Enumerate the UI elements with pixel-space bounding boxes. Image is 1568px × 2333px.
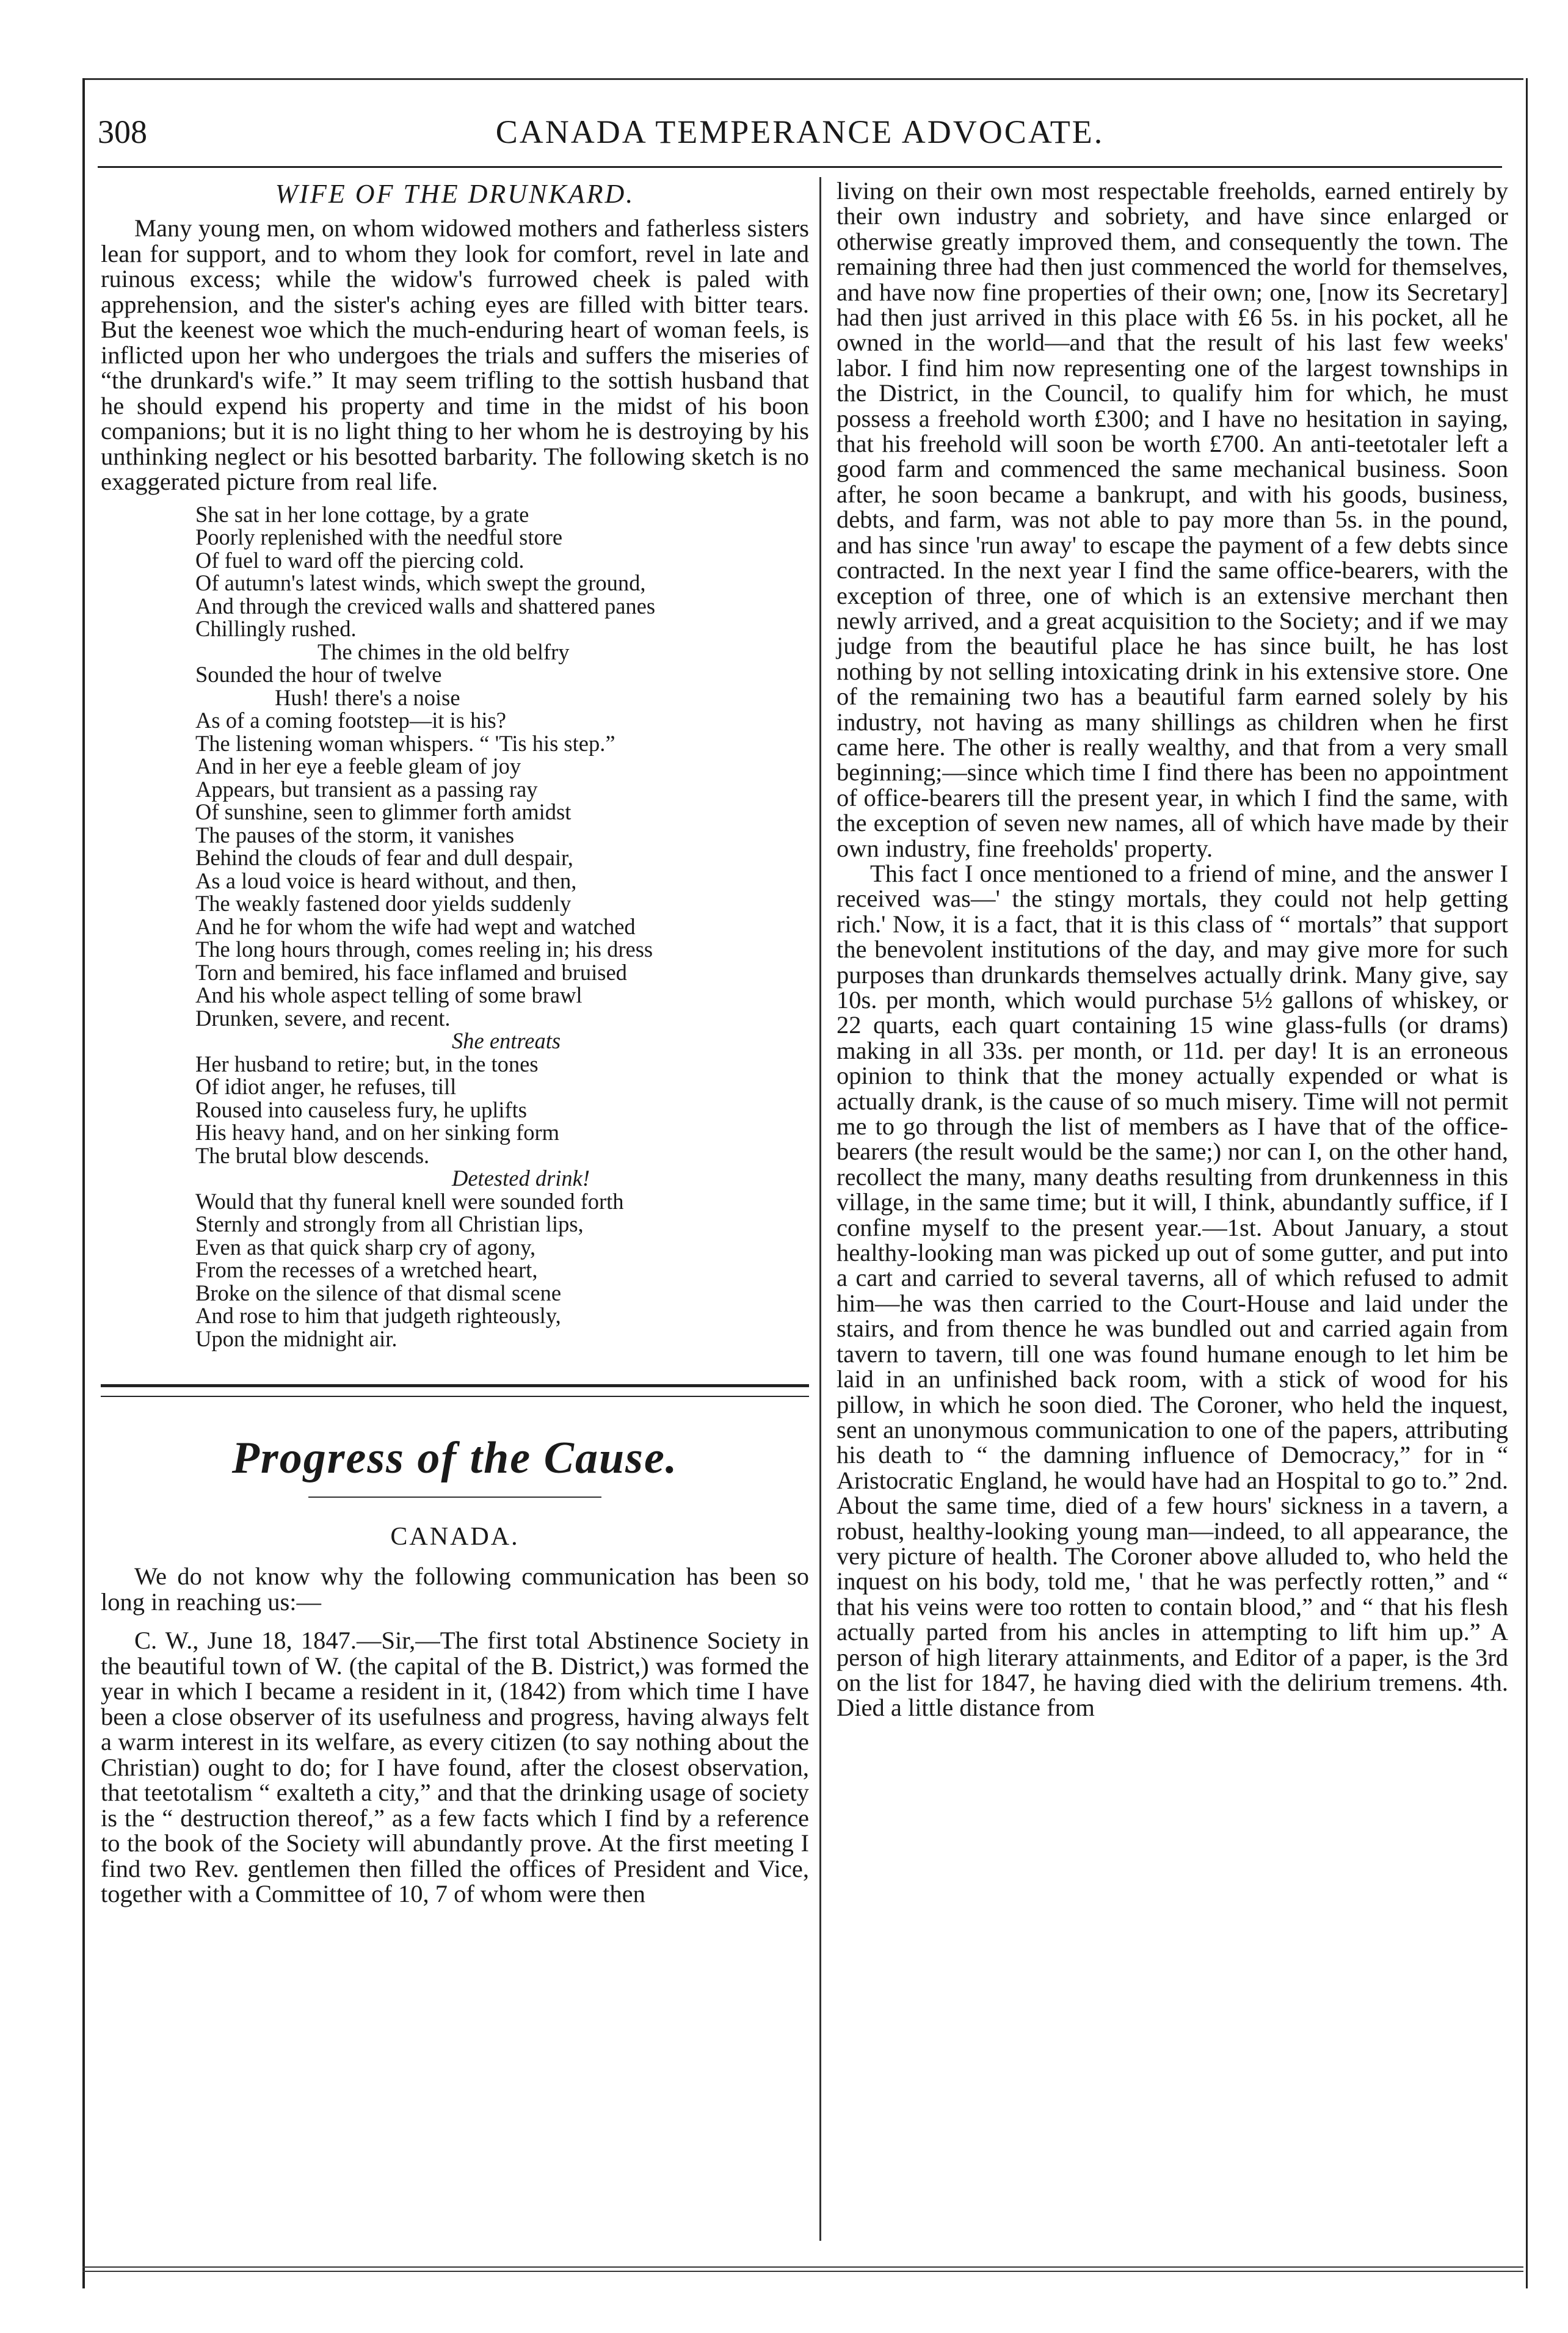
short-rule — [308, 1497, 601, 1498]
poem-line: And rose to him that judgeth righteously, — [195, 1303, 561, 1328]
poem-line: Of fuel to ward off the piercing cold. — [195, 547, 524, 573]
poem-line: The weakly fastened door yields suddenly — [195, 891, 572, 916]
poem-line: From the recesses of a wretched heart, — [195, 1257, 538, 1282]
poem-line: Of sunshine, seen to glimmer forth amidst — [195, 799, 572, 824]
poem-line: And through the creviced walls and shattered panes — [195, 593, 656, 619]
letter-continued: living on their own most respectable freeholds, earned entirely by their own industry and sobriety, and have since enlarged or otherwise greatly improved them, and consequently the town. The remaining three had then just commenced the world for themselves, and have now fine properties of their own; one, [now its Secretary] had then just arrived in this place with £6 5s. in his pocket, all he owned in the world—and that the result of his last few weeks' labor. I find him now representing one of the largest townships in the District, in the Council, to qualify him for which, he must possess a freehold worth £300; and I have no hesitation in saying, that his freehold will soon be worth £700. An anti-teetotaler left a good farm and commenced the same mechanical business. Soon after, he soon became a bankrupt, and with his goods, business, debts, and farm, was not able to pay more than 5s. in the pound, and has since 'run away' to escape the payment of a few debts since contracted. In the next year I find the same office-bearers, with the exception of three, one of which is an extensive merchant then newly arrived, and a great acquisition to the Society; and if we may judge from the beautiful place he has since built, he has lost nothing by not selling intoxicating drink in his extensive store. One of the remaining two has a beautiful farm earned solely by his industry, not having as many shillings as children when he first came here. The other is really wealthy, and that from a very small beginning;—since which time I find there has been no appointment of office-bearers till the present year, in which I find the same, with the exception of seven new names, all of which have made by their own industry, fine freeholds' property. — [837, 177, 1508, 862]
poem-line: Behind the clouds of fear and dull despair, — [195, 845, 573, 870]
header-rule — [98, 166, 1502, 168]
poem-line: Roused into causeless fury, he uplifts — [195, 1097, 528, 1122]
poem-line: Upon the midnight air. — [195, 1326, 397, 1351]
poem-line: The brutal blow descends. — [195, 1142, 430, 1168]
poem-line: Would that thy funeral knell were sounded forth — [195, 1188, 624, 1214]
bottom-rule — [82, 2266, 1523, 2272]
poem-line: Her husband to retire; but, in the tones — [195, 1051, 539, 1076]
poem-line: Poorly replenished with the needful store — [195, 524, 563, 550]
page-number: 308 — [98, 114, 147, 150]
section-divider — [101, 1384, 809, 1397]
letter-text: C. W., June 18, 1847.—Sir,—The first total Abstinence Society in the beautiful town of W. (the capital of the B. District,) was formed the year in which I became a resident in it, (1842) from which time I have been a close observer of its usefulness and progress, having always felt a warm interest in its welfare, as every citizen (to say nothing about the Christian) ought to do; for I have found, after the closest observation, that teetotalism “ exalteth a city,” and that the drinking usage of society is the “ destruction thereof,” as a few facts which I find by a reference to the book of the Society will abundantly prove. At the first meeting I find two Rev. gentlemen then filled the offices of President and Vice, together with a Committee of 10, 7 of whom were then — [101, 1627, 809, 1907]
right-column — [837, 178, 1508, 1721]
page-header — [98, 113, 1502, 162]
article-heading: WIFE OF THE DRUNKARD. — [275, 179, 635, 209]
left-column — [101, 178, 809, 1907]
poem-line: Appears, but transient as a passing ray — [195, 776, 538, 802]
letter-paragraph: This fact I once mentioned to a friend of mine, and the answer I received was—' the stingy mortals, they could not help getting rich.' Now, it is a fact, that it is this class of “ mortals” that support the benevolent institutions of the day, and may give more for such purposes than drunkards themselves actually drink. Many give, say 10s. per month, which would purchase 5½ gallons of whiskey, or 22 quarts, each quart containing 15 wine glass-fulls (or drams) making in all 33s. per month, or 11d. per day! It is an erroneous opinion to think that the money actually expended or what is actually drank, is the cause of so much misery. Time will not permit me to go through the list of members as I have that of the office-bearers (the result would be the same;) nor can I, on the other hand, recollect the many, many deaths resulting from drunkenness in this village, in the same time; but it will, I think, abundantly suffice, if I confine myself to the present year.—1st. About January, a stout healthy-looking man was picked up out of some gutter, and put into a cart and carried to several taverns, all of which refused to admit him—he was then carried to the Court-House and laid under the stairs, and from thence he was bundled out and carried again from tavern to tavern, till one was found humane enough to let him be laid in an unfinished back room, with a stick of wood for his pillow, in which he soon died. The Coroner, who held the inquest, sent an unonymous communication to one of the papers, attributing his death to “ the damning influence of Democracy,” for in “ Aristocratic England, he would have had an Hospital to go to.” 2nd. About the same time, died of a few hours' sickness in a tavern, a robust, healthy-looking young man—indeed, to all appearance, the very picture of health. The Coroner above alluded to, who held the inquest on his body, told me, ' that he was perfectly rotten,” and “ that his veins were too rotten to contain blood,” and “ that his flesh actually parted from his ancles in attempting to lift him up.” A person of high literary attainments, and Editor of a paper, is the 3rd on the list for 1847, he having died with the delirium tremens. 4th. Died a little distance from — [837, 859, 1508, 1722]
poem-line: Chillingly rushed. — [195, 616, 357, 641]
poem-line: The listening woman whispers. “ 'Tis his step.” — [195, 730, 615, 756]
running-title: CANADA TEMPERANCE ADVOCATE. — [495, 114, 1105, 150]
poem — [195, 503, 809, 1351]
poem-line: Broke on the silence of that dismal scene — [195, 1280, 562, 1305]
section-title: Progress of the Cause. — [231, 1433, 678, 1483]
poem-line: His heavy hand, and on her sinking form — [195, 1120, 560, 1145]
poem-line: Of autumn's latest winds, which swept the ground, — [195, 570, 646, 595]
poem-line: The pauses of the storm, it vanishes — [195, 822, 515, 847]
poem-line: Detested drink! — [452, 1166, 590, 1191]
poem-line: The chimes in the old belfry — [318, 639, 570, 664]
poem-line: Sternly and strongly from all Christian lips, — [195, 1211, 584, 1236]
poem-line: Of idiot anger, he refuses, till — [195, 1074, 457, 1099]
poem-line: She sat in her lone cottage, by a grate — [195, 501, 529, 527]
poem-line: And in her eye a feeble gleam of joy — [195, 753, 521, 778]
poem-line: As of a coming footstep—it is his? — [195, 708, 506, 733]
poem-line: Even as that quick sharp cry of agony, — [195, 1234, 536, 1260]
poem-line: Sounded the hour of twelve — [195, 662, 442, 687]
poem-line: As a loud voice is heard without, and then, — [195, 868, 577, 893]
column-divider — [819, 177, 821, 2241]
poem-line: And his whole aspect telling of some brawl — [195, 982, 583, 1007]
subheading: CANADA. — [390, 1523, 520, 1551]
editor-note: We do not know why the following communication has been so long in reaching us:— — [101, 1562, 809, 1616]
poem-line: She entreats — [452, 1028, 561, 1053]
poem-line: The long hours through, comes reeling in; his dress — [195, 937, 653, 962]
article-intro: Many young men, on whom widowed mothers and fatherless sisters lean for support, and to whom they look for comfort, revel in late and ruinous excess; while the widow's furrowed cheek is paled with apprehension, and the sister's aching eyes are filled with bitter tears. But the keenest woe which the much-enduring heart of woman feels, is inflicted upon her who undergoes the trials and suffers the miseries of “the drunkard's wife.” It may seem trifling to the sottish husband that he should expend his property and time in the midst of his boon companions; but it is no light thing to her whom he is destroying by his unthinking neglect or his besotted barbarity. The following sketch is no exaggerated picture from real life. — [101, 214, 809, 495]
poem-line: Torn and bemired, his face inflamed and bruised — [195, 959, 627, 985]
poem-line: Drunken, severe, and recent. — [195, 1005, 451, 1031]
poem-line: Hush! there's a noise — [275, 684, 460, 710]
poem-line: And he for whom the wife had wept and watched — [195, 913, 636, 939]
